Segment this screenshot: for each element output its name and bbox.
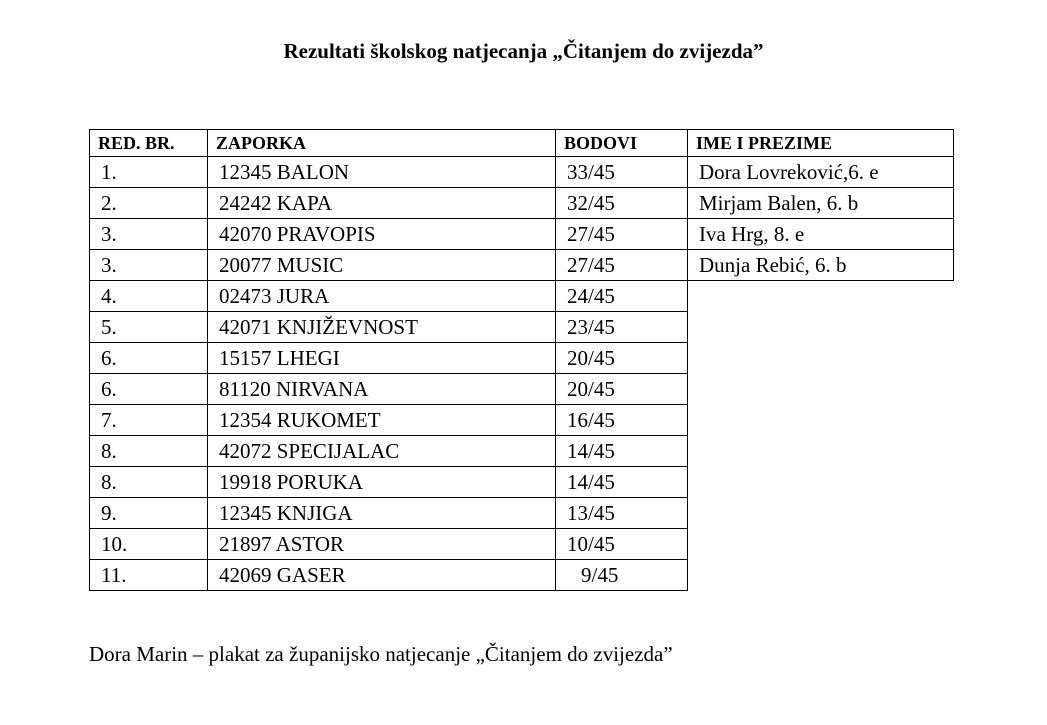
table-row <box>90 529 954 560</box>
table-header-row <box>90 130 954 157</box>
footer-note: Dora Marin – plakat za županijsko natjecanje „Čitanjem do zvijezda” <box>89 642 673 666</box>
table-row <box>90 157 954 188</box>
cell-rank: 10. <box>90 529 208 560</box>
table-row <box>90 560 954 591</box>
table-row <box>90 219 954 250</box>
cell-empty <box>688 281 954 312</box>
cell-points: 20/45 <box>556 374 688 405</box>
cell-rank: 9. <box>90 498 208 529</box>
cell-rank: 1. <box>90 157 208 188</box>
cell-points: 10/45 <box>556 529 688 560</box>
cell-name: Iva Hrg, 8. e <box>688 219 954 250</box>
cell-empty <box>688 405 954 436</box>
table-row <box>90 374 954 405</box>
cell-code: 19918 PORUKA <box>208 467 556 498</box>
cell-empty <box>688 467 954 498</box>
cell-empty <box>688 498 954 529</box>
page-title: Rezultati školskog natjecanja „Čitanjem do zvijezda” <box>283 39 764 63</box>
cell-empty <box>688 529 954 560</box>
cell-code: 81120 NIRVANA <box>208 374 556 405</box>
cell-rank: 8. <box>90 467 208 498</box>
cell-empty <box>688 436 954 467</box>
cell-points: 13/45 <box>556 498 688 529</box>
cell-code: 21897 ASTOR <box>208 529 556 560</box>
cell-empty <box>688 560 954 591</box>
cell-rank: 6. <box>90 374 208 405</box>
cell-points: 32/45 <box>556 188 688 219</box>
cell-rank: 7. <box>90 405 208 436</box>
cell-code: 42071 KNJIŽEVNOST <box>208 312 556 343</box>
header-name: IME I PREZIME <box>688 130 954 157</box>
header-code: ZAPORKA <box>208 130 556 157</box>
cell-code: 20077 MUSIC <box>208 250 556 281</box>
table-row <box>90 436 954 467</box>
results-table <box>89 129 954 591</box>
cell-points: 27/45 <box>556 250 688 281</box>
cell-rank: 2. <box>90 188 208 219</box>
cell-points: 23/45 <box>556 312 688 343</box>
table-row <box>90 188 954 219</box>
table-row <box>90 250 954 281</box>
cell-empty <box>688 312 954 343</box>
cell-points: 33/45 <box>556 157 688 188</box>
table-row <box>90 498 954 529</box>
cell-name: Dunja Rebić, 6. b <box>688 250 954 281</box>
cell-code: 02473 JURA <box>208 281 556 312</box>
table-row <box>90 312 954 343</box>
cell-name: Mirjam Balen, 6. b <box>688 188 954 219</box>
cell-code: 42069 GASER <box>208 560 556 591</box>
cell-code: 42070 PRAVOPIS <box>208 219 556 250</box>
table-row <box>90 343 954 374</box>
cell-points: 27/45 <box>556 219 688 250</box>
cell-empty <box>688 343 954 374</box>
cell-points: 14/45 <box>556 436 688 467</box>
cell-rank: 5. <box>90 312 208 343</box>
cell-code: 42072 SPECIJALAC <box>208 436 556 467</box>
cell-empty <box>688 374 954 405</box>
cell-points: 16/45 <box>556 405 688 436</box>
cell-points: 14/45 <box>556 467 688 498</box>
cell-code: 24242 KAPA <box>208 188 556 219</box>
cell-rank: 3. <box>90 250 208 281</box>
table-row <box>90 467 954 498</box>
header-rank: RED. BR. <box>90 130 208 157</box>
cell-rank: 11. <box>90 560 208 591</box>
cell-code: 15157 LHEGI <box>208 343 556 374</box>
cell-code: 12354 RUKOMET <box>208 405 556 436</box>
cell-rank: 3. <box>90 219 208 250</box>
cell-code: 12345 BALON <box>208 157 556 188</box>
table-row <box>90 281 954 312</box>
cell-rank: 6. <box>90 343 208 374</box>
table-row <box>90 405 954 436</box>
cell-rank: 4. <box>90 281 208 312</box>
cell-name: Dora Lovreković,6. e <box>688 157 954 188</box>
cell-points: 24/45 <box>556 281 688 312</box>
cell-points: 9/45 <box>556 560 688 591</box>
cell-code: 12345 KNJIGA <box>208 498 556 529</box>
header-points: BODOVI <box>556 130 688 157</box>
cell-points: 20/45 <box>556 343 688 374</box>
cell-rank: 8. <box>90 436 208 467</box>
